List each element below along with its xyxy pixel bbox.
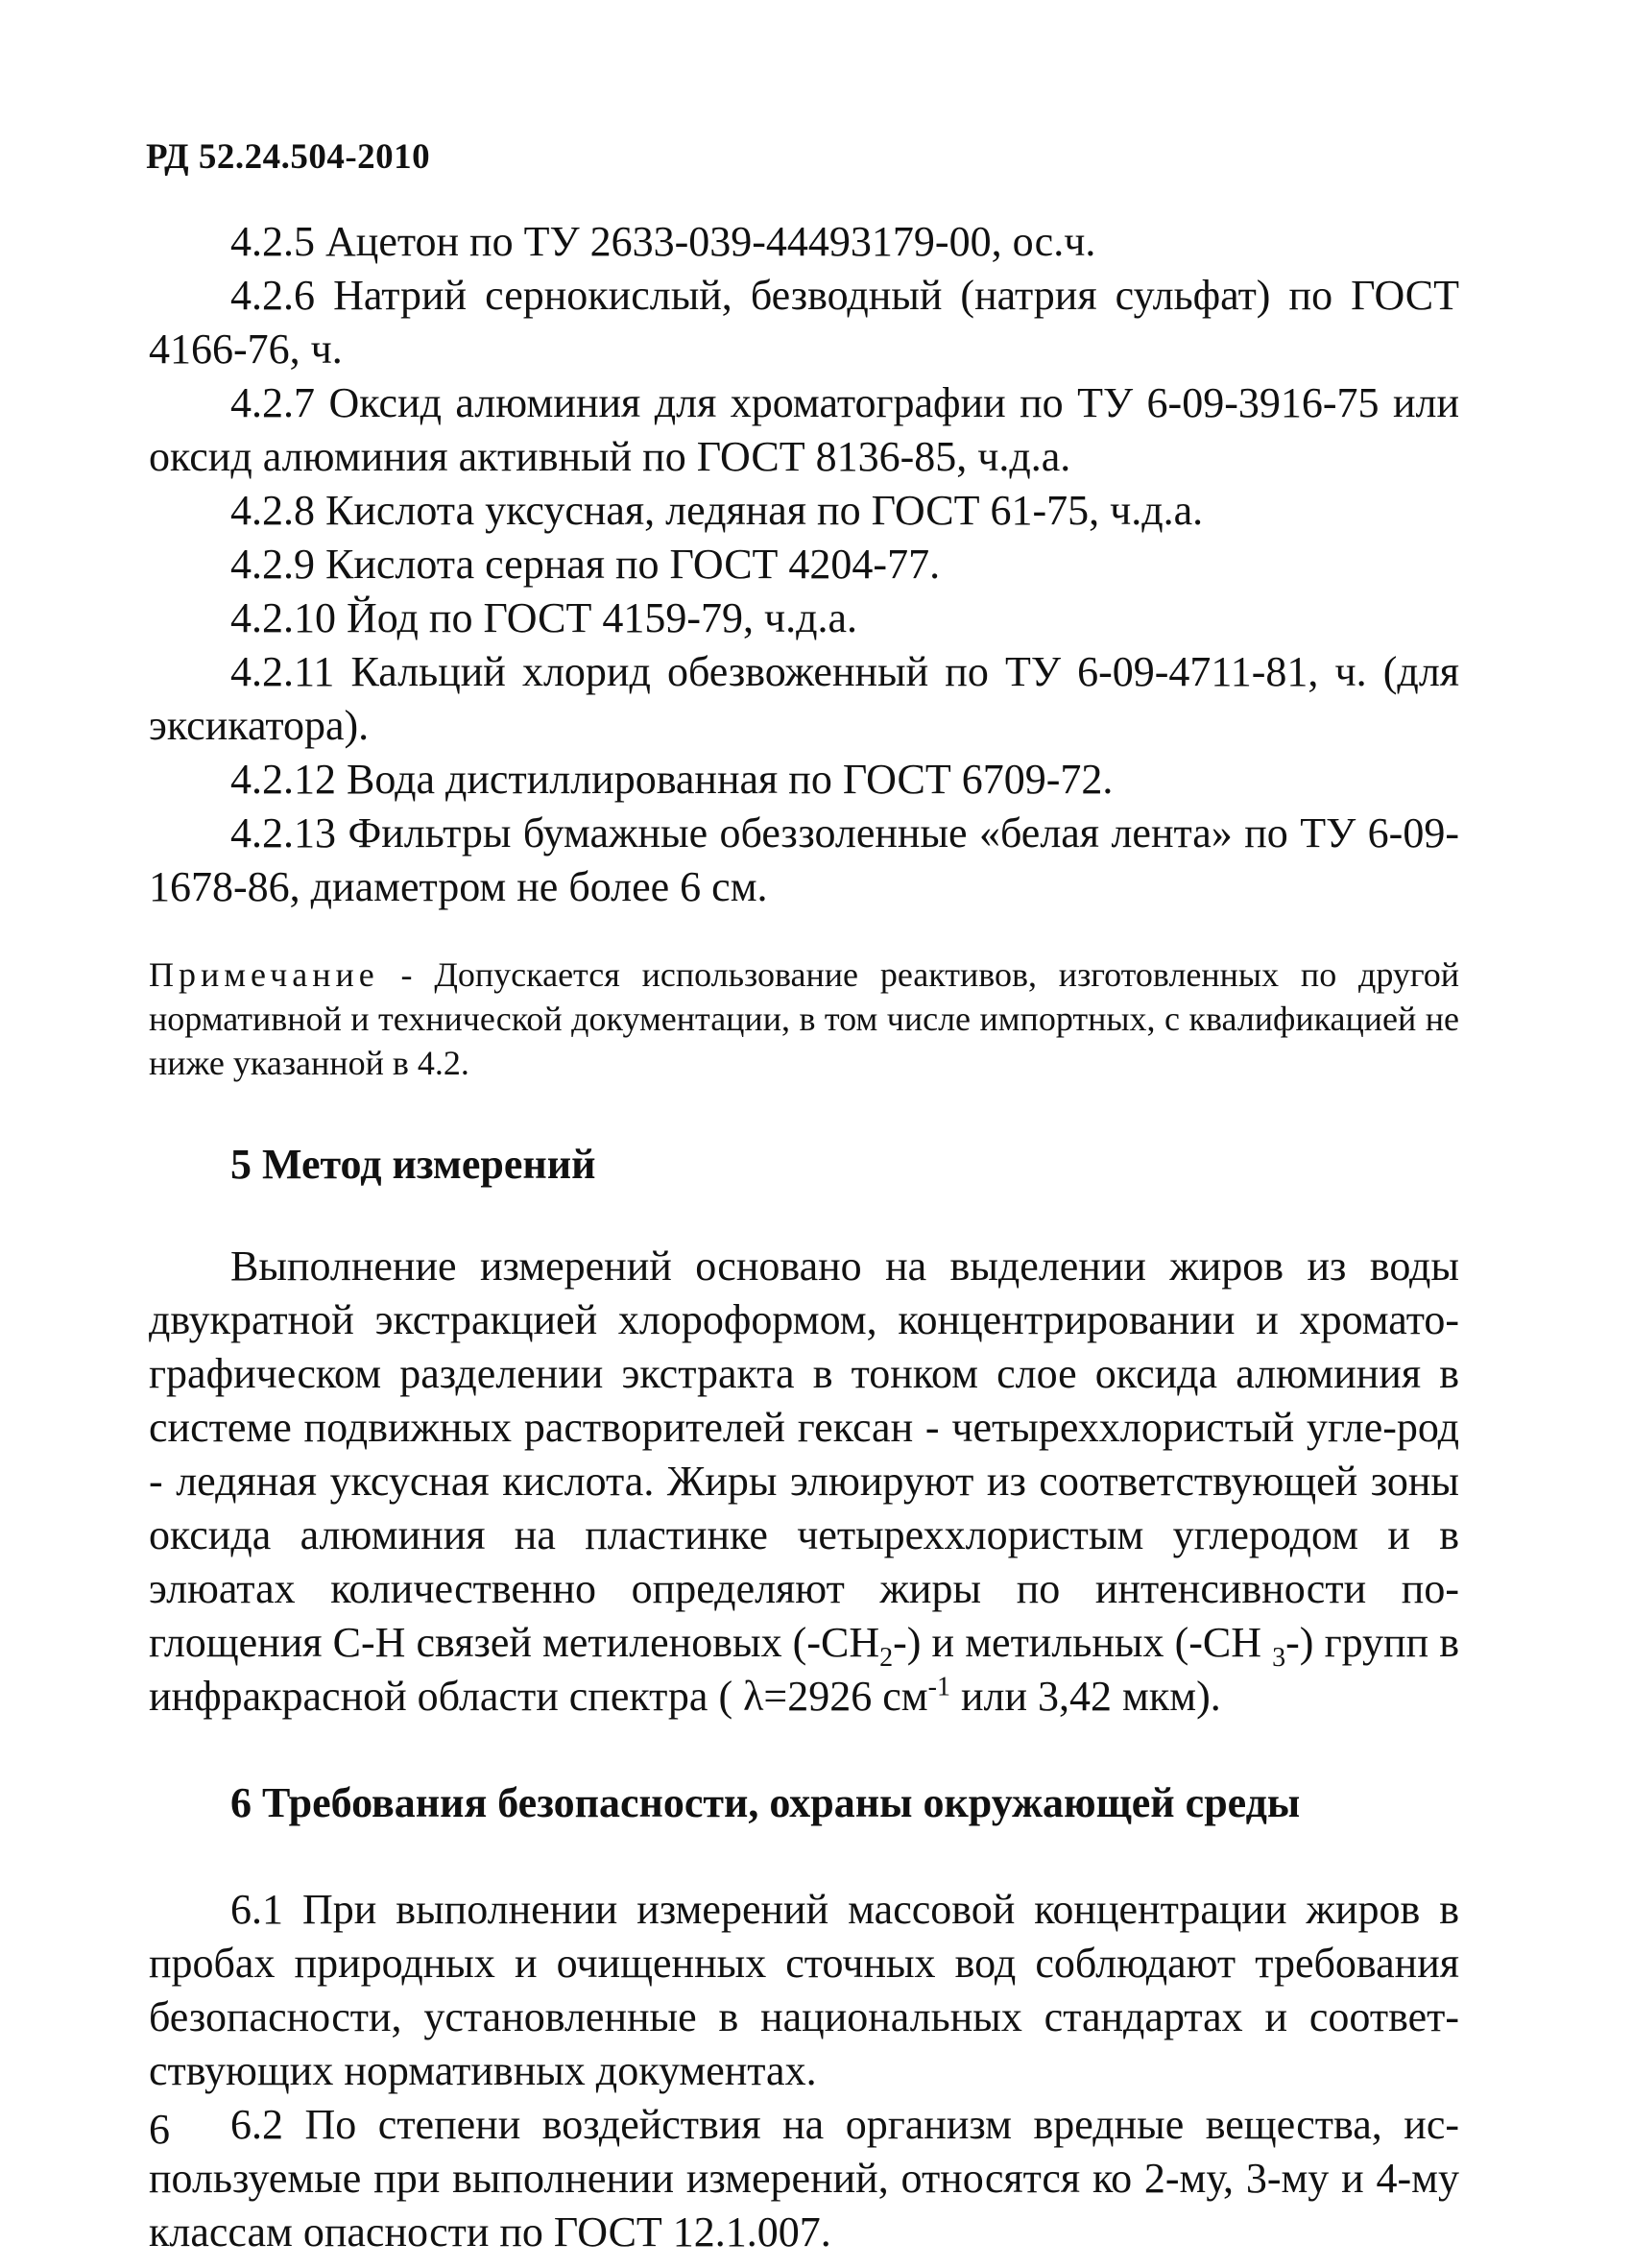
reagent-text: Кальций хлорид обезвоженный по ТУ 6-09-4711-81, ч. (для эксикатора). xyxy=(149,648,1460,749)
section-5-text-part: -) групп в инфракрасной области спектра ( λ=2926 см xyxy=(149,1619,1460,1720)
reagent-item xyxy=(149,538,1459,591)
reagent-number: 4.2.5 xyxy=(230,218,315,265)
note-text: - Допускается использование реактивов, изготовленных по другой нормативной и технической документации, в том числе импортных, с квалификацией не ниже указанной в 4.2. xyxy=(149,955,1459,1082)
subscript-2: 2 xyxy=(879,1642,894,1673)
reagent-text: Фильтры бумажные обеззоленные «белая лента» по ТУ 6-09-1678-86, диаметром не более 6 см. xyxy=(149,809,1459,910)
section-6-paragraph: 6.2 По степени воздействия на организм вредные вещества, ис-пользуемые при выполнении измерений, относятся ко 2-му, 3-му и 4-му классам опасности по ГОСТ 12.1.007. xyxy=(149,2101,1459,2256)
section-6-paragraph: 6.1 При выполнении измерений массовой концентрации жиров в пробах природных и очищенных сточных вод соблюдают требования безопасности, установленные в национальных стандартах и соответ-ствующих нормативных документах. xyxy=(149,1886,1459,2094)
reagent-number: 4.2.7 xyxy=(230,379,315,426)
subscript-3: 3 xyxy=(1272,1642,1286,1673)
reagent-text: Ацетон по ТУ 2633-039-44493179-00, ос.ч. xyxy=(325,218,1096,265)
reagent-number: 4.2.12 xyxy=(230,756,336,803)
reagent-number: 4.2.10 xyxy=(230,594,336,641)
section-5-heading: 5 Метод измерений xyxy=(230,1141,596,1188)
reagent-number: 4.2.8 xyxy=(230,487,315,534)
section-6-heading: 6 Требования безопасности, охраны окружающей среды xyxy=(230,1779,1301,1826)
page-number: 6 xyxy=(149,2106,170,2153)
section-5-text-part: -) и метильных (-СН xyxy=(893,1619,1273,1666)
reagent-item xyxy=(149,215,1459,269)
reagent-item xyxy=(149,269,1459,376)
section-5-text-part: Выполнение измерений основано на выделении жиров из воды двукратной экстракцией хлороформом, концентрировании и хромато-графическом разделении экстракта в тонком слое оксида алюминия в системе подвижных растворителей гексан - четыреххлористый угле-род - ледяная уксусная кислота. Жиры элюируют из соответствующей зоны оксида алюминия на пластинке четыреххлористым углеродом и в элюатах количественно определяют жиры по интенсивности по-глощения С-Н связей метиленовых (-СН xyxy=(149,1243,1459,1666)
reagent-text: Йод по ГОСТ 4159-79, ч.д.а. xyxy=(347,594,858,641)
reagent-number: 4.2.11 xyxy=(230,648,335,695)
section-5-text-part: или 3,42 мкм). xyxy=(949,1673,1221,1720)
reagents-list xyxy=(149,215,1459,914)
reagent-item xyxy=(149,376,1459,484)
reagent-item xyxy=(149,591,1459,645)
document-code-header: РД 52.24.504-2010 xyxy=(146,137,431,177)
reagent-item xyxy=(149,807,1459,914)
reagent-number: 4.2.13 xyxy=(230,809,336,857)
reagent-text: Вода дистиллированная по ГОСТ 6709-72. xyxy=(347,756,1114,803)
reagent-text: Кислота уксусная, ледяная по ГОСТ 61-75, ч.д.а. xyxy=(325,487,1204,534)
section-5-paragraph xyxy=(149,1240,1459,1724)
reagent-item xyxy=(149,484,1459,538)
note-label: Примечание xyxy=(149,955,379,994)
reagent-number: 4.2.9 xyxy=(230,541,315,588)
reagent-item xyxy=(149,753,1459,807)
reagent-text: Натрий сернокислый, безводный (натрия сульфат) по ГОСТ 4166-76, ч. xyxy=(149,272,1460,373)
page-content xyxy=(149,215,1459,2259)
note-paragraph xyxy=(149,953,1459,1085)
superscript-minus-1: -1 xyxy=(927,1672,950,1702)
reagent-text: Кислота серная по ГОСТ 4204-77. xyxy=(325,541,941,588)
reagent-text: Оксид алюминия для хроматографии по ТУ 6-09-3916-75 или оксид алюминия активный по ГОСТ 8136-85, ч.д.а. xyxy=(149,379,1459,480)
reagent-number: 4.2.6 xyxy=(230,272,315,319)
reagent-item xyxy=(149,645,1459,753)
